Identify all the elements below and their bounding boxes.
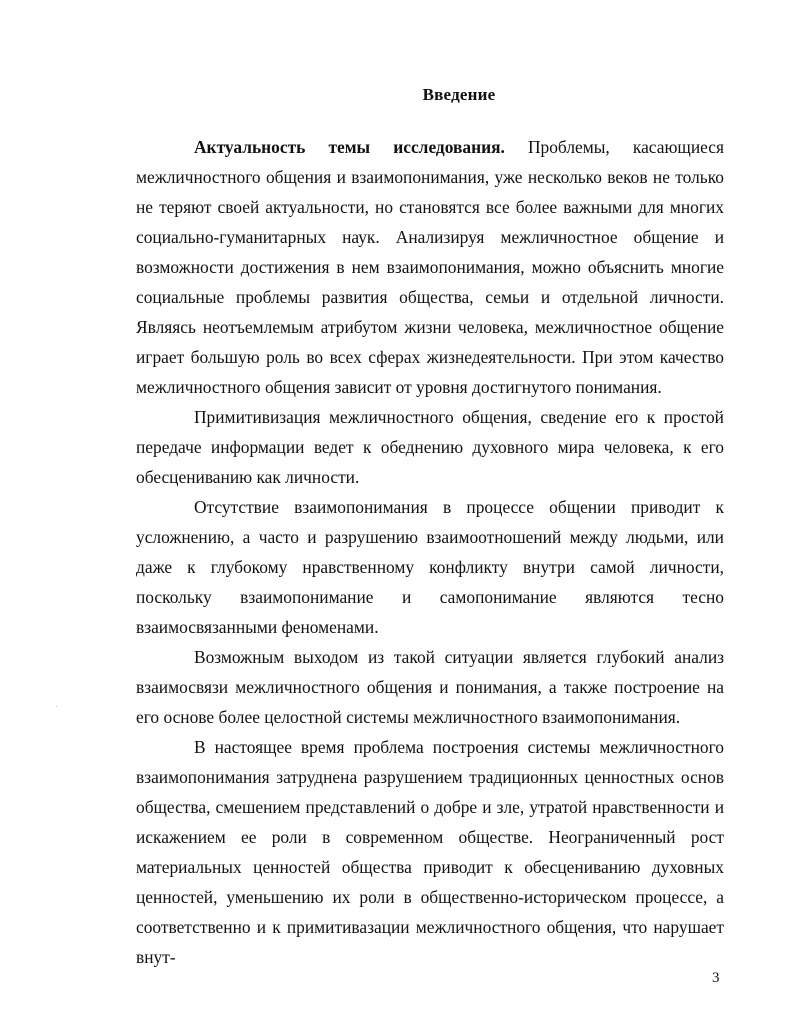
paragraph-primitivization: Примитивизация межличностного общения, сведение его к простой передаче информации ведет к обеднению духовного мира человека, к его обесцениванию как личности. bbox=[136, 407, 724, 487]
relevance-text: Проблемы, касающиеся межличностного общения и взаимопонимания, уже несколько веков не только не теряют своей актуальности, но становятся все более важными для многих социально-гуманитарных наук. Анализируя межличностное общение и возможности достижения в нем взаимопонимания, можно объяснить многие социальные проблемы развития общества, семьи и отдельной личности. Являясь неотъемлемым атрибутом жизни человека, межличностное общение играет большую роль во всех сферах жизнедеятельности. При этом качество межличностного общения зависит от уровня достигнутого понимания. bbox=[136, 137, 724, 397]
relevance-heading: Актуальность темы исследования. bbox=[194, 137, 505, 157]
scan-speck bbox=[56, 706, 57, 707]
paragraph-relevance bbox=[136, 132, 724, 402]
paragraph-possible-solution: Возможным выходом из такой ситуации является глубокий анализ взаимосвязи межличностного общения и понимания, а также построение на его основе более целостной системы межличностного взаимопонимания. bbox=[136, 647, 724, 727]
body-text bbox=[136, 132, 724, 972]
page-title: Введение bbox=[422, 85, 496, 104]
page-number: 3 bbox=[712, 970, 720, 986]
paragraph-current-problem: В настоящее время проблема построения системы межличностного взаимопонимания затруднена разрушением традиционных ценностных основ общества, смешением представлений о добре и зле, утратой нравственности и искажением ее роли в современном обществе. Неограниченный рост материальных ценностей общества приводит к обесцениванию духовных ценностей, уменьшению их роли в общественно-историческом процессе, а соответственно и к примитивазации межличностного общения, что нарушает внут- bbox=[136, 737, 724, 967]
paragraph-lack-of-understanding: Отсутствие взаимопонимания в процессе общении приводит к усложнению, а часто и разрушению взаимоотношений между людьми, или даже к глубокому нравственному конфликту внутри самой личности, поскольку взаимопонимание и самопонимание являются тесно взаимосвязанными феноменами. bbox=[136, 497, 724, 637]
